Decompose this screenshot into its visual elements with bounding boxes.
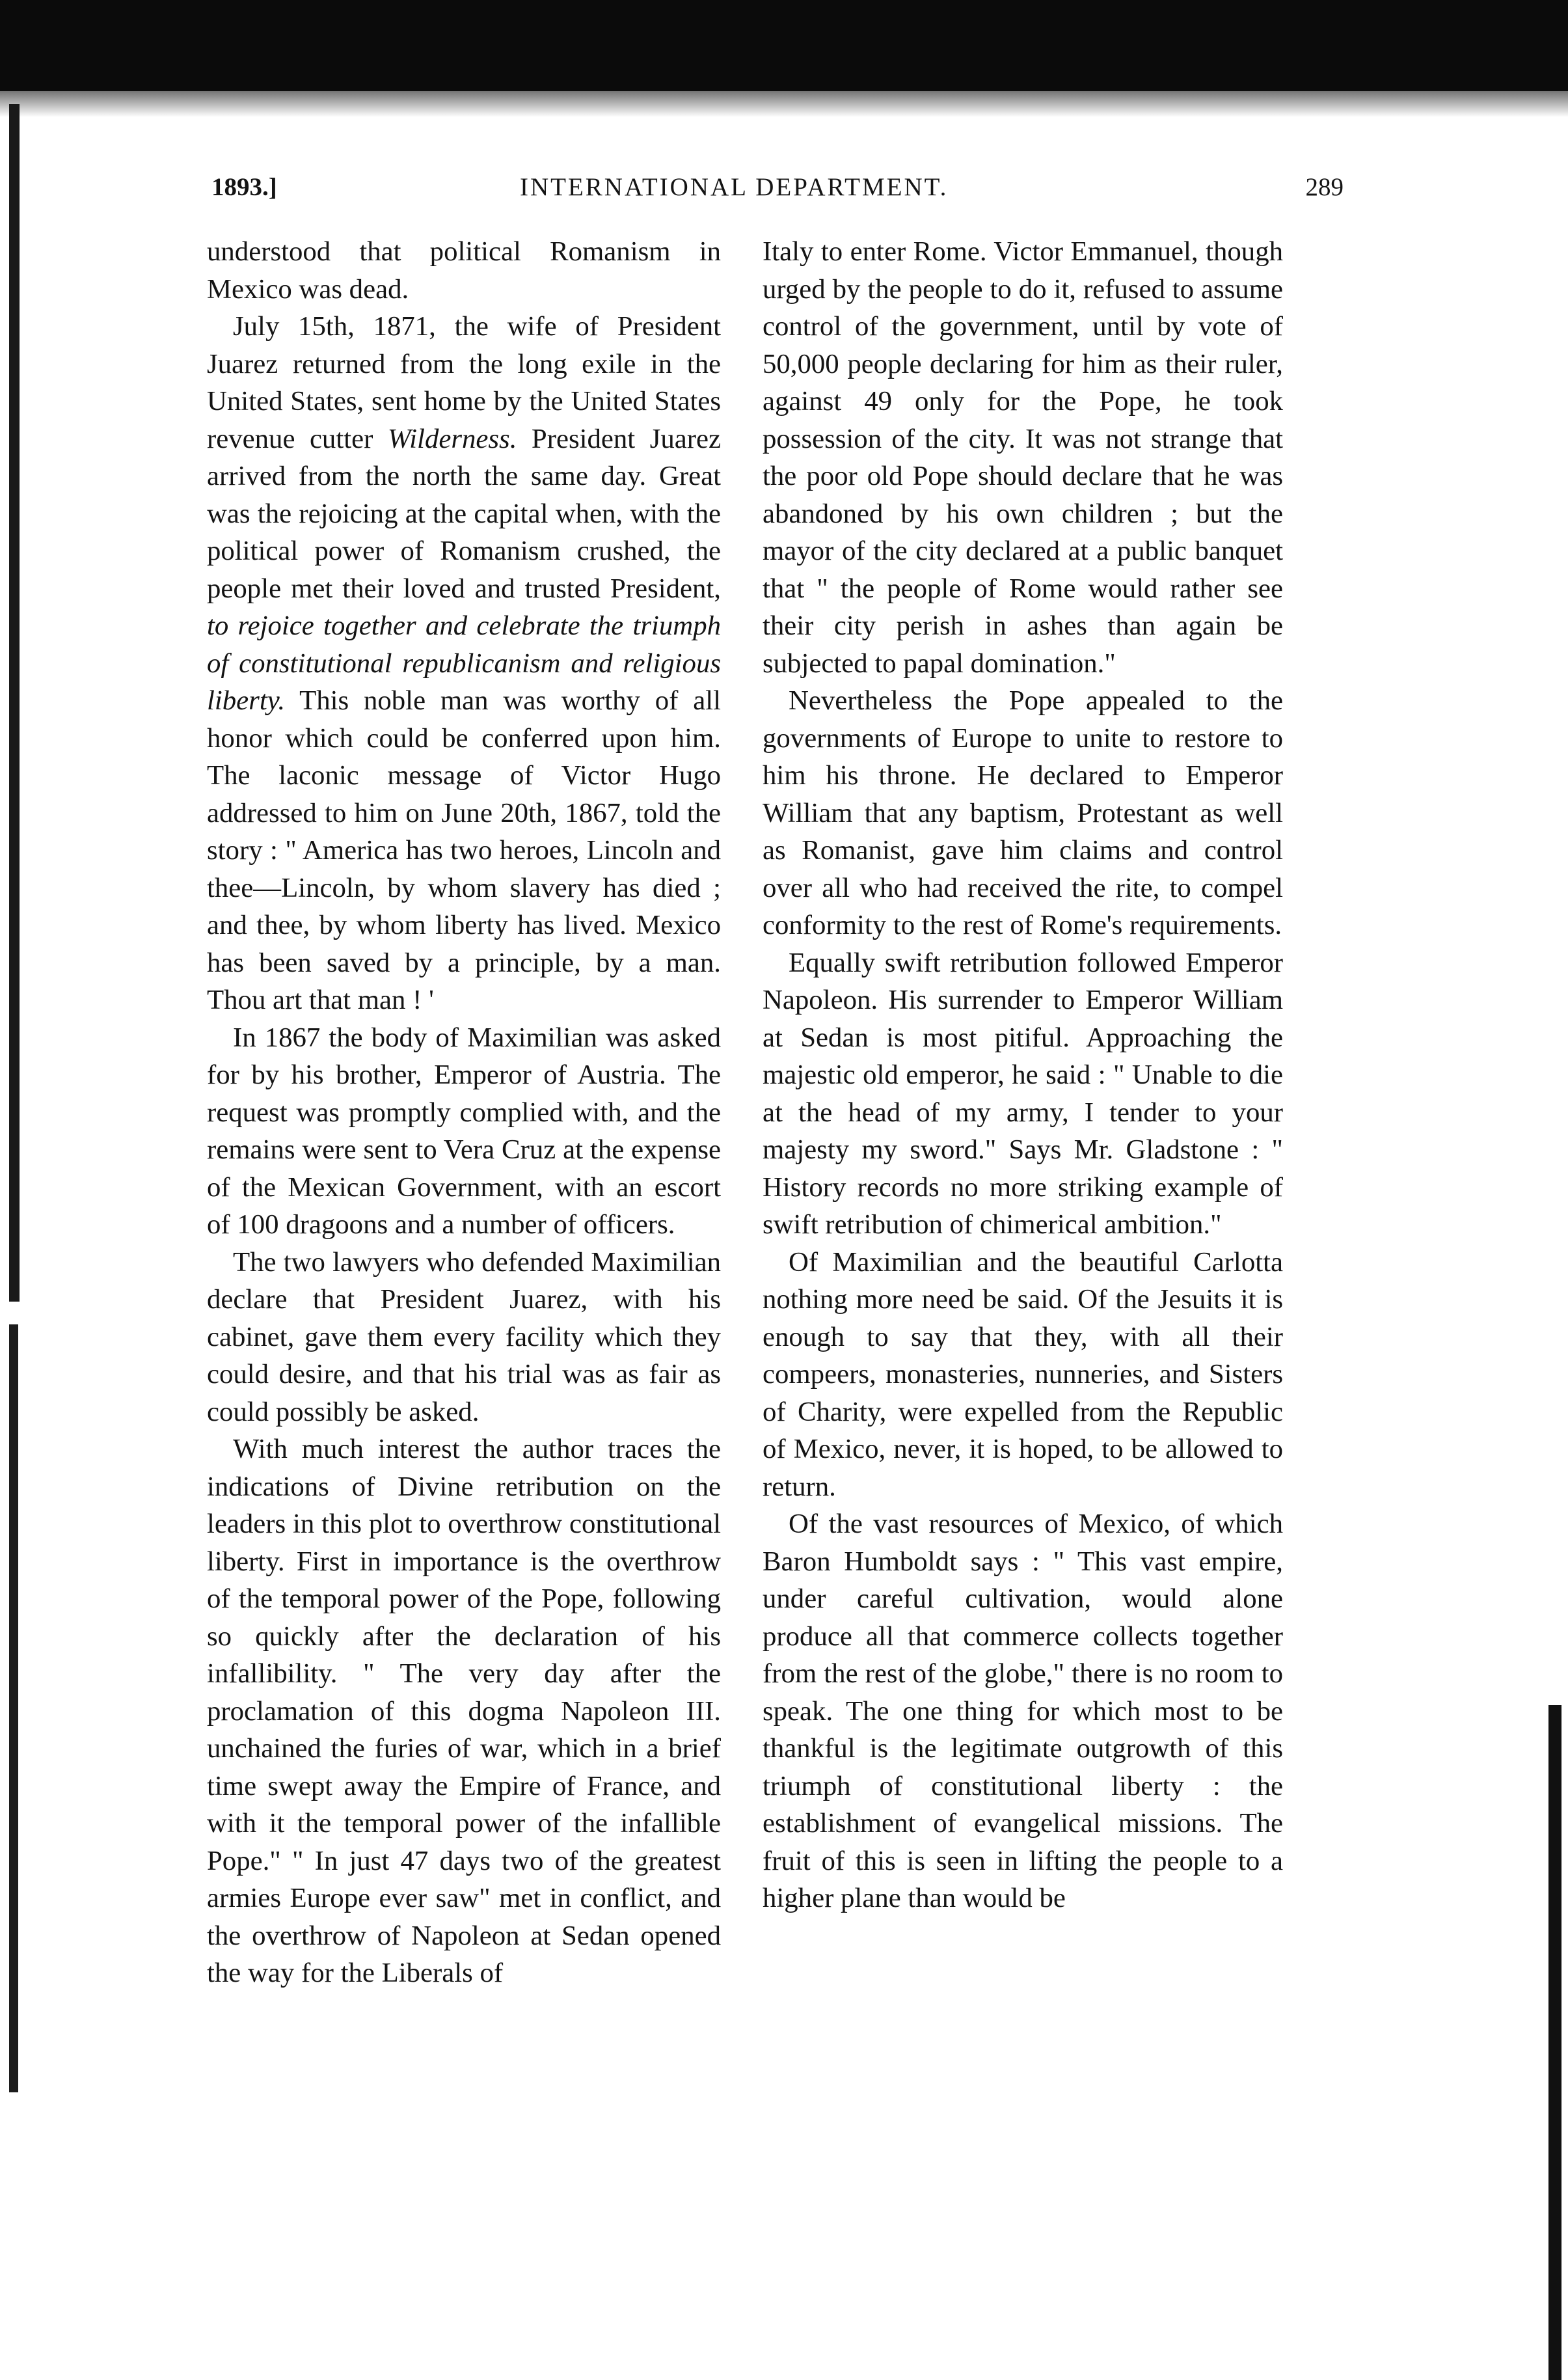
right-paragraph-3: Equally swift retribution followed Emperor Napoleon. His surrender to Emperor William at Sedan is most pitiful. Approaching the majestic old emperor, he said : " Unable to die at the head of my army, I tender to your majesty my sword." Says Mr. Gladstone : " History records no more striking example of swift retribution of chimerical ambition." xyxy=(763,947,1283,1240)
left-paragraph-4: The two lawyers who defended Maximilian declare that President Juarez, with his cabinet, gave them every facility which they could desire, and that his trial was as fair as could possibly be asked. xyxy=(207,1246,721,1427)
left-paragraph-5: With much interest the author traces the indications of Divine retribution on the leaders in this plot to overthrow constitutional liberty. First in importance is the overthrow of the temporal power of the Pope, following so quickly after the declaration of his infallibility. " The very day after the proclamation of this dogma Napoleon III. unchained the furies of war, which in a brief time swept away the Empire of France, and with it the temporal power of the infallible Pope." " In just 47 days two of the greatest armies Europe ever saw" met in conflict, and the overthrow of Napoleon at Sedan opened the way for the Liberals of xyxy=(207,1434,721,1988)
ship-name: Wilderness. xyxy=(387,423,517,454)
left-paragraph-1: understood that political Romanism in Mexico was dead. xyxy=(207,236,721,305)
scan-top-shadow xyxy=(0,72,1568,117)
right-paragraph-1: Italy to enter Rome. Victor Emmanuel, though urged by the people to do it, refused to assume control of the government, until by vote of 50,000 people declaring for him as their ruler, against 49 only for the Pope, he took possession of the city. It was not strange that the poor old Pope should declare that he was abandoned by his own children ; but the mayor of the city declared at a public banquet that " the people of Rome would rather see their city perish in ashes than again be subjected to papal domination." xyxy=(763,236,1283,679)
header-title: INTERNATIONAL DEPARTMENT. xyxy=(520,173,949,201)
italic-quote: to rejoice together and celebrate the triumph of constitutional republicanism and religious liberty. xyxy=(207,610,721,716)
page-number: 289 xyxy=(1305,173,1344,201)
running-header xyxy=(211,172,1344,212)
right-column xyxy=(763,233,1283,1917)
left-p2-text-c: This noble man was worthy of all honor which could be conferred upon him. The laconic message of Victor Hugo addressed to him on June 20th, 1867, told the story : " America has two heroes, Lincoln and thee—Lincoln, by whom slavery has died ; and thee, by whom liberty has lived. Mexico has been saved by a principle, by a man. Thou art that man ! ' xyxy=(207,685,721,1015)
left-paragraph-3: In 1867 the body of Maximilian was asked for by his brother, Emperor of Austria. The request was promptly complied with, and the remains were sent to Vera Cruz at the expense of the Mexican Government, with an escort of 100 dragoons and a number of officers. xyxy=(207,1022,721,1240)
right-paragraph-4: Of Maximilian and the beautiful Carlotta nothing more need be said. Of the Jesuits it is enough to say that they, with all their compeers, monasteries, nunneries, and Sisters of Charity, were expelled from the Republic of Mexico, never, it is hoped, to be allowed to return. xyxy=(763,1246,1283,1502)
right-paragraph-2: Nevertheless the Pope appealed to the governments of Europe to unite to restore to him his throne. He declared to Emperor William that any baptism, Protestant as well as Romanist, gave him claims and control over all who had received the rite, to compel conformity to the rest of Rome's requirements. xyxy=(763,685,1283,940)
scan-left-edge-lower xyxy=(9,1324,18,2092)
left-p2-text-b: President Juarez arrived from the north the same day. Great was the rejoicing at the capital when, with the political power of Romanism crushed, the people met their loved and trusted President, xyxy=(207,423,721,604)
left-p2-text-a: July 15th, 1871, the wife of President Juarez returned from the long exile in the United States, sent home by the United States revenue cutter xyxy=(207,311,721,454)
header-year: 1893.] xyxy=(211,173,277,201)
left-paragraph-2 xyxy=(207,308,721,1019)
scan-right-edge xyxy=(1548,1705,1561,2380)
scan-left-edge-upper xyxy=(9,104,20,1302)
right-paragraph-5: Of the vast resources of Mexico, of which Baron Humboldt says : " This vast empire, under careful cultivation, would alone produce all that commerce collects together from the rest of the globe," there is no room to speak. The one thing for which most to be thankful is the legitimate outgrowth of this triumph of constitutional liberty : the establishment of evangelical missions. The fruit of this is seen in lifting the people to a higher plane than would be xyxy=(763,1509,1283,1913)
left-column xyxy=(207,233,721,1992)
